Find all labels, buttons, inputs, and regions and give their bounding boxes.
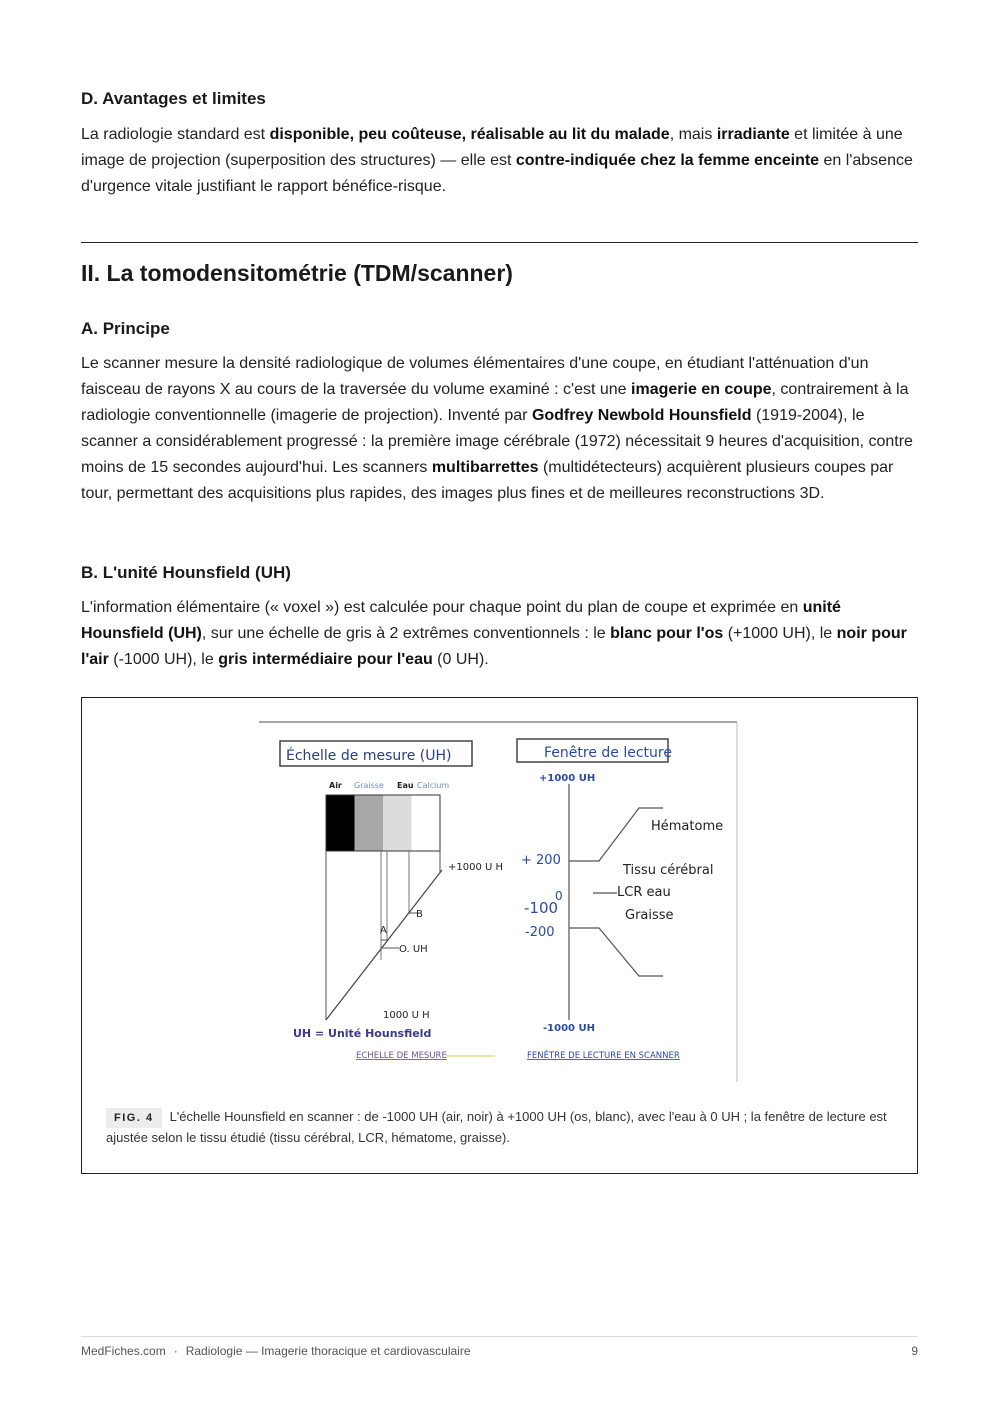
label-graisse: Graisse — [625, 908, 674, 923]
footer-site: MedFiches.com — [81, 1344, 166, 1358]
label-tissu-cerebral: Tissu cérébral — [623, 863, 714, 878]
grayscale-segment-air — [326, 795, 355, 851]
top-axis-label: +1000 UH — [539, 773, 596, 784]
label-lcr-eau: LCR eau — [617, 885, 671, 900]
section-a-paragraph: Le scanner mesure la densité radiologique de volumes élémentaires d'une coupe, en étudiant l'atténuation d'un faisceau de rayons X au cours de la traversée du volume examiné : c'est une imagerie en coupe, contrairement à la radiologie conventionnelle (imagerie de projection). Inventé par Godfrey Newbold Hounsfield (1919-2004), le scanner a considérablement progressé : la première image cérébrale (1972) nécessitait 9 heures d'acquisition, contre moins de 15 secondes aujourd'hui. Les scanners multibarrettes (multidétecteurs) acquièrent plusieurs coupes par tour, permettant des acquisitions plus rapides, des images plus fines et de meilleures reconstructions 3D. — [81, 355, 913, 502]
grayscale-segment-calcium — [412, 795, 441, 851]
scale-label-eau: Eau — [397, 781, 414, 790]
figure-caption-text: L'échelle Hounsfield en scanner : de -1000 UH (air, noir) à +1000 UH (os, blanc), avec l'eau à 0 UH ; la fenêtre de lecture est ajustée selon le tissu étudié (tissu cérébral, LCR, hématome, graisse). — [106, 1109, 887, 1145]
minus-1000-label: 1000 U H — [383, 1010, 430, 1021]
label-b: B — [416, 909, 423, 920]
footer-separator: · — [173, 1344, 178, 1358]
section-a-heading: A. Principe — [81, 319, 170, 338]
page-number: 9 — [911, 1344, 918, 1358]
section-ii-heading: II. La tomodensitométrie (TDM/scanner) — [81, 260, 513, 286]
hounsfield-scale-diagram — [259, 720, 739, 1082]
footer-divider — [81, 1336, 918, 1337]
figure-box — [81, 697, 918, 1174]
section-d-paragraph: La radiologie standard est disponible, peu coûteuse, réalisable au lit du malade, mais irradiante et limitée à une image de projection (superposition des structures) — elle est contre-indiquée chez la femme enceinte en l'absence d'urgence vitale justifiant le rapport bénéfice-risque. — [81, 126, 913, 195]
value-zero: 0 — [555, 889, 563, 903]
plus-1000-label: +1000 U H — [448, 862, 504, 873]
scale-label-calcium: Calcium — [417, 781, 450, 790]
section-divider — [81, 242, 918, 243]
uh-definition: UH = Unité Hounsfield — [293, 1027, 432, 1040]
value-minus-100: -100 — [524, 899, 559, 917]
page-footer — [81, 1344, 918, 1358]
right-title: Fenêtre de lecture — [544, 745, 672, 761]
value-plus-200: + 200 — [521, 853, 561, 868]
grayscale-segment-eau — [383, 795, 412, 851]
footer-course: Radiologie — Imagerie thoracique et cardiovasculaire — [185, 1344, 471, 1358]
left-title: Échelle de mesure (UH) — [286, 748, 452, 764]
scale-label-air: Air — [329, 781, 342, 790]
section-b-heading: B. L'unité Hounsfield (UH) — [81, 563, 291, 582]
graisse-window-line — [569, 928, 663, 976]
figure-tag: FIG. 4 — [106, 1108, 162, 1128]
left-footer-label: ECHELLE DE MESURE — [356, 1051, 447, 1061]
section-b-paragraph: L'information élémentaire (« voxel ») est calculée pour chaque point du plan de coupe et exprimée en unité Hounsfield (UH), sur une échelle de gris à 2 extrêmes conventionnels : le blanc pour l'os (+1000 UH), le noir pour l'air (-1000 UH), le gris intermédiaire pour l'eau (0 UH). — [81, 599, 907, 668]
grayscale-segment-graisse — [355, 795, 384, 851]
hematome-window-line — [569, 808, 663, 861]
value-minus-200: -200 — [525, 925, 555, 940]
scale-label-graisse: Graisse — [354, 781, 384, 790]
label-a: A — [380, 925, 387, 936]
grayscale-bar — [326, 795, 440, 851]
section-d-heading: D. Avantages et limites — [81, 89, 266, 108]
bottom-axis-label: -1000 UH — [543, 1023, 595, 1034]
figure-caption — [106, 1107, 896, 1148]
right-footer-label: FENÊTRE DE LECTURE EN SCANNER — [527, 1051, 680, 1061]
label-hematome: Hématome — [651, 819, 724, 834]
zero-uh-label: O. UH — [399, 944, 428, 955]
